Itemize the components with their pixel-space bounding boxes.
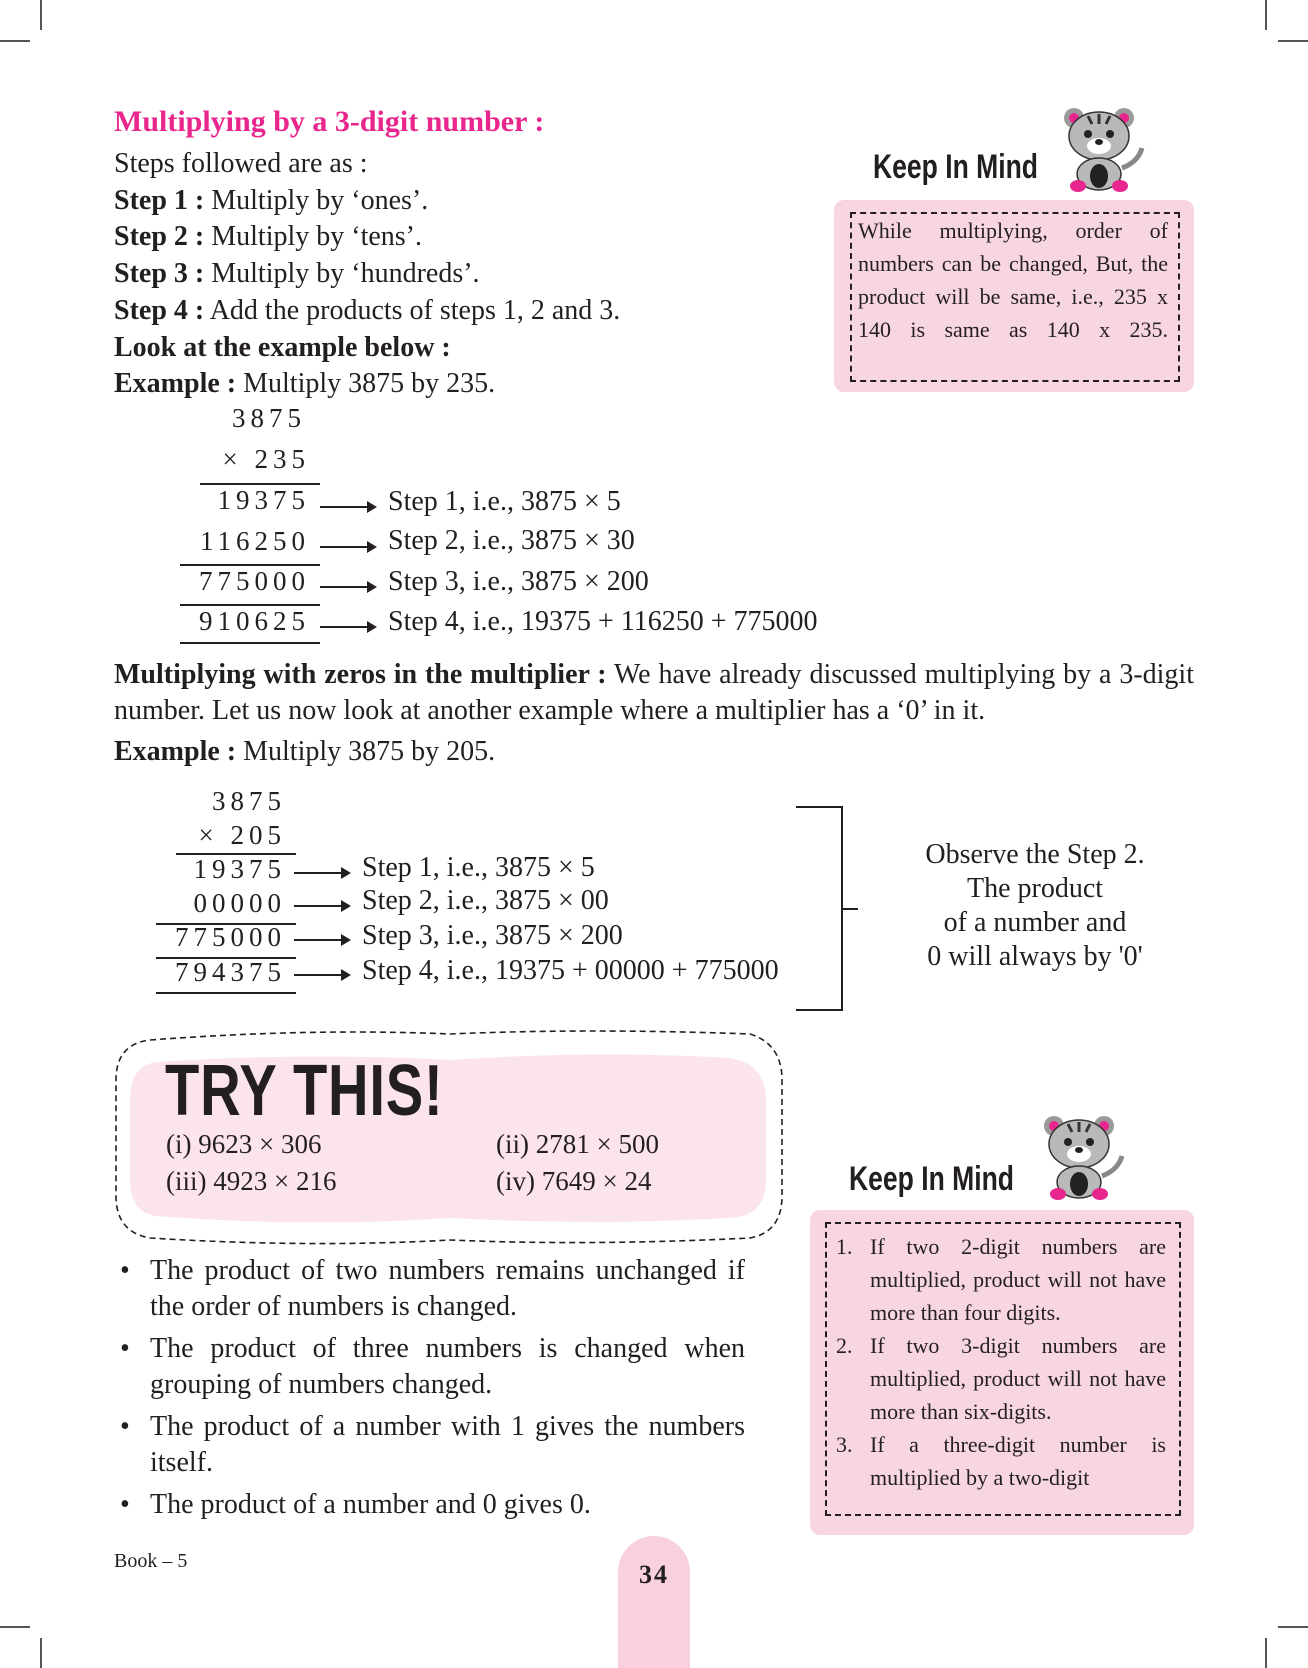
tiger-cub-icon [1058,102,1148,194]
multiplicand: 3875 [232,403,306,433]
step-label: Step 2, i.e., 3875 × 00 [362,885,609,916]
list-item: • The product of three numbers is changed when grouping of numbers changed. [120,1331,745,1403]
step-line: Step 2 : Multiply by ‘tens’. [114,221,422,253]
list-item: 2. If two 3-digit numbers are multiplied, product will not have more than six-digits. [836,1333,1166,1424]
step-label: Step 3, i.e., 3875 × 200 [362,920,623,951]
arrow-icon [320,546,375,548]
facts-list [120,1253,745,1529]
list-item: • The product of two numbers remains unchanged if the order of numbers is changed. [120,1253,745,1325]
question: (i) 9623 × 306 [166,1129,322,1159]
keep-in-mind-title: Keep In Mind [873,148,1039,186]
step-label: Step 2, i.e., 3875 × 30 [388,525,635,556]
steps-block [114,146,620,403]
step-line: Step 1 : Multiply by ‘ones’. [114,184,429,216]
list-item: • The product of a number with 1 gives the numbers itself. [120,1409,745,1481]
partial-product: 116250 [200,526,310,556]
partial-product: 19375 [217,485,310,515]
arrow-icon [294,872,349,874]
section-title: Multiplying by a 3-digit number : [114,105,545,138]
list-item: 3. If a three-digit number is multiplied by a two-digit [836,1432,1166,1490]
partial-product: 775000 [175,922,286,952]
arrow-icon [320,506,375,508]
arrow-icon [294,939,349,941]
list-item: 1. If two 2-digit numbers are multiplied, product will not have more than four digits. [836,1234,1166,1325]
step-label: Step 4, i.e., 19375 + 116250 + 775000 [388,606,818,637]
page-tab [618,1536,690,1668]
example2-line: Example : Multiply 3875 by 205. [114,736,496,767]
keep-in-mind-title: Keep In Mind [849,1160,1015,1198]
final-product: 794375 [175,957,286,987]
keep-in-mind-list [836,1230,1166,1494]
list-item: • The product of a number and 0 gives 0. [120,1487,745,1523]
step-line: Step 3 : Multiply by ‘hundreds’. [114,258,480,290]
bracket [790,805,860,1015]
book-label: Book – 5 [114,1550,188,1572]
partial-product: 00000 [193,888,286,918]
arrow-icon [320,586,375,588]
arrow-icon [294,974,349,976]
zeros-paragraph: Multiplying with zeros in the multiplier : We have already discussed multiplying by a 3-digit number. Let us now look at another example where a multiplier has a ‘0’ in it. [114,659,1194,726]
look-heading: Look at the example below : [114,331,451,363]
question: (iii) 4923 × 216 [166,1166,337,1196]
arrow-icon [320,626,375,628]
tiger-cub-icon [1038,1110,1128,1202]
question: (iv) 7649 × 24 [496,1166,652,1196]
step-label: Step 4, i.e., 19375 + 00000 + 775000 [362,955,779,986]
arrow-icon [294,905,349,907]
example1-line: Example : Multiply 3875 by 235. [114,368,496,400]
try-this-title: TRY THIS! [165,1051,444,1131]
final-product: 910625 [199,606,310,636]
page-number: 34 [639,1560,669,1589]
partial-product: 775000 [199,566,310,596]
step-label: Step 1, i.e., 3875 × 5 [362,852,595,883]
multiplier: × 205 [198,820,286,850]
step-line: Step 4 : Add the products of steps 1, 2 and 3. [114,294,621,326]
step-label: Step 1, i.e., 3875 × 5 [388,486,621,517]
multiplicand: 3875 [212,786,286,816]
step-label: Step 3, i.e., 3875 × 200 [388,566,649,597]
keep-in-mind-text: While multiplying, order of numbers can be changed, But, the product will be same, i.e., 235 x 140 is same as 140 x 235. [858,218,1168,342]
question: (ii) 2781 × 500 [496,1129,659,1159]
steps-intro: Steps followed are as : [114,148,368,179]
multiplier: × 235 [222,444,310,474]
partial-product: 19375 [193,854,286,884]
observe-note: Observe the Step 2. The product of a number and 0 will always by '0' [925,839,1145,972]
